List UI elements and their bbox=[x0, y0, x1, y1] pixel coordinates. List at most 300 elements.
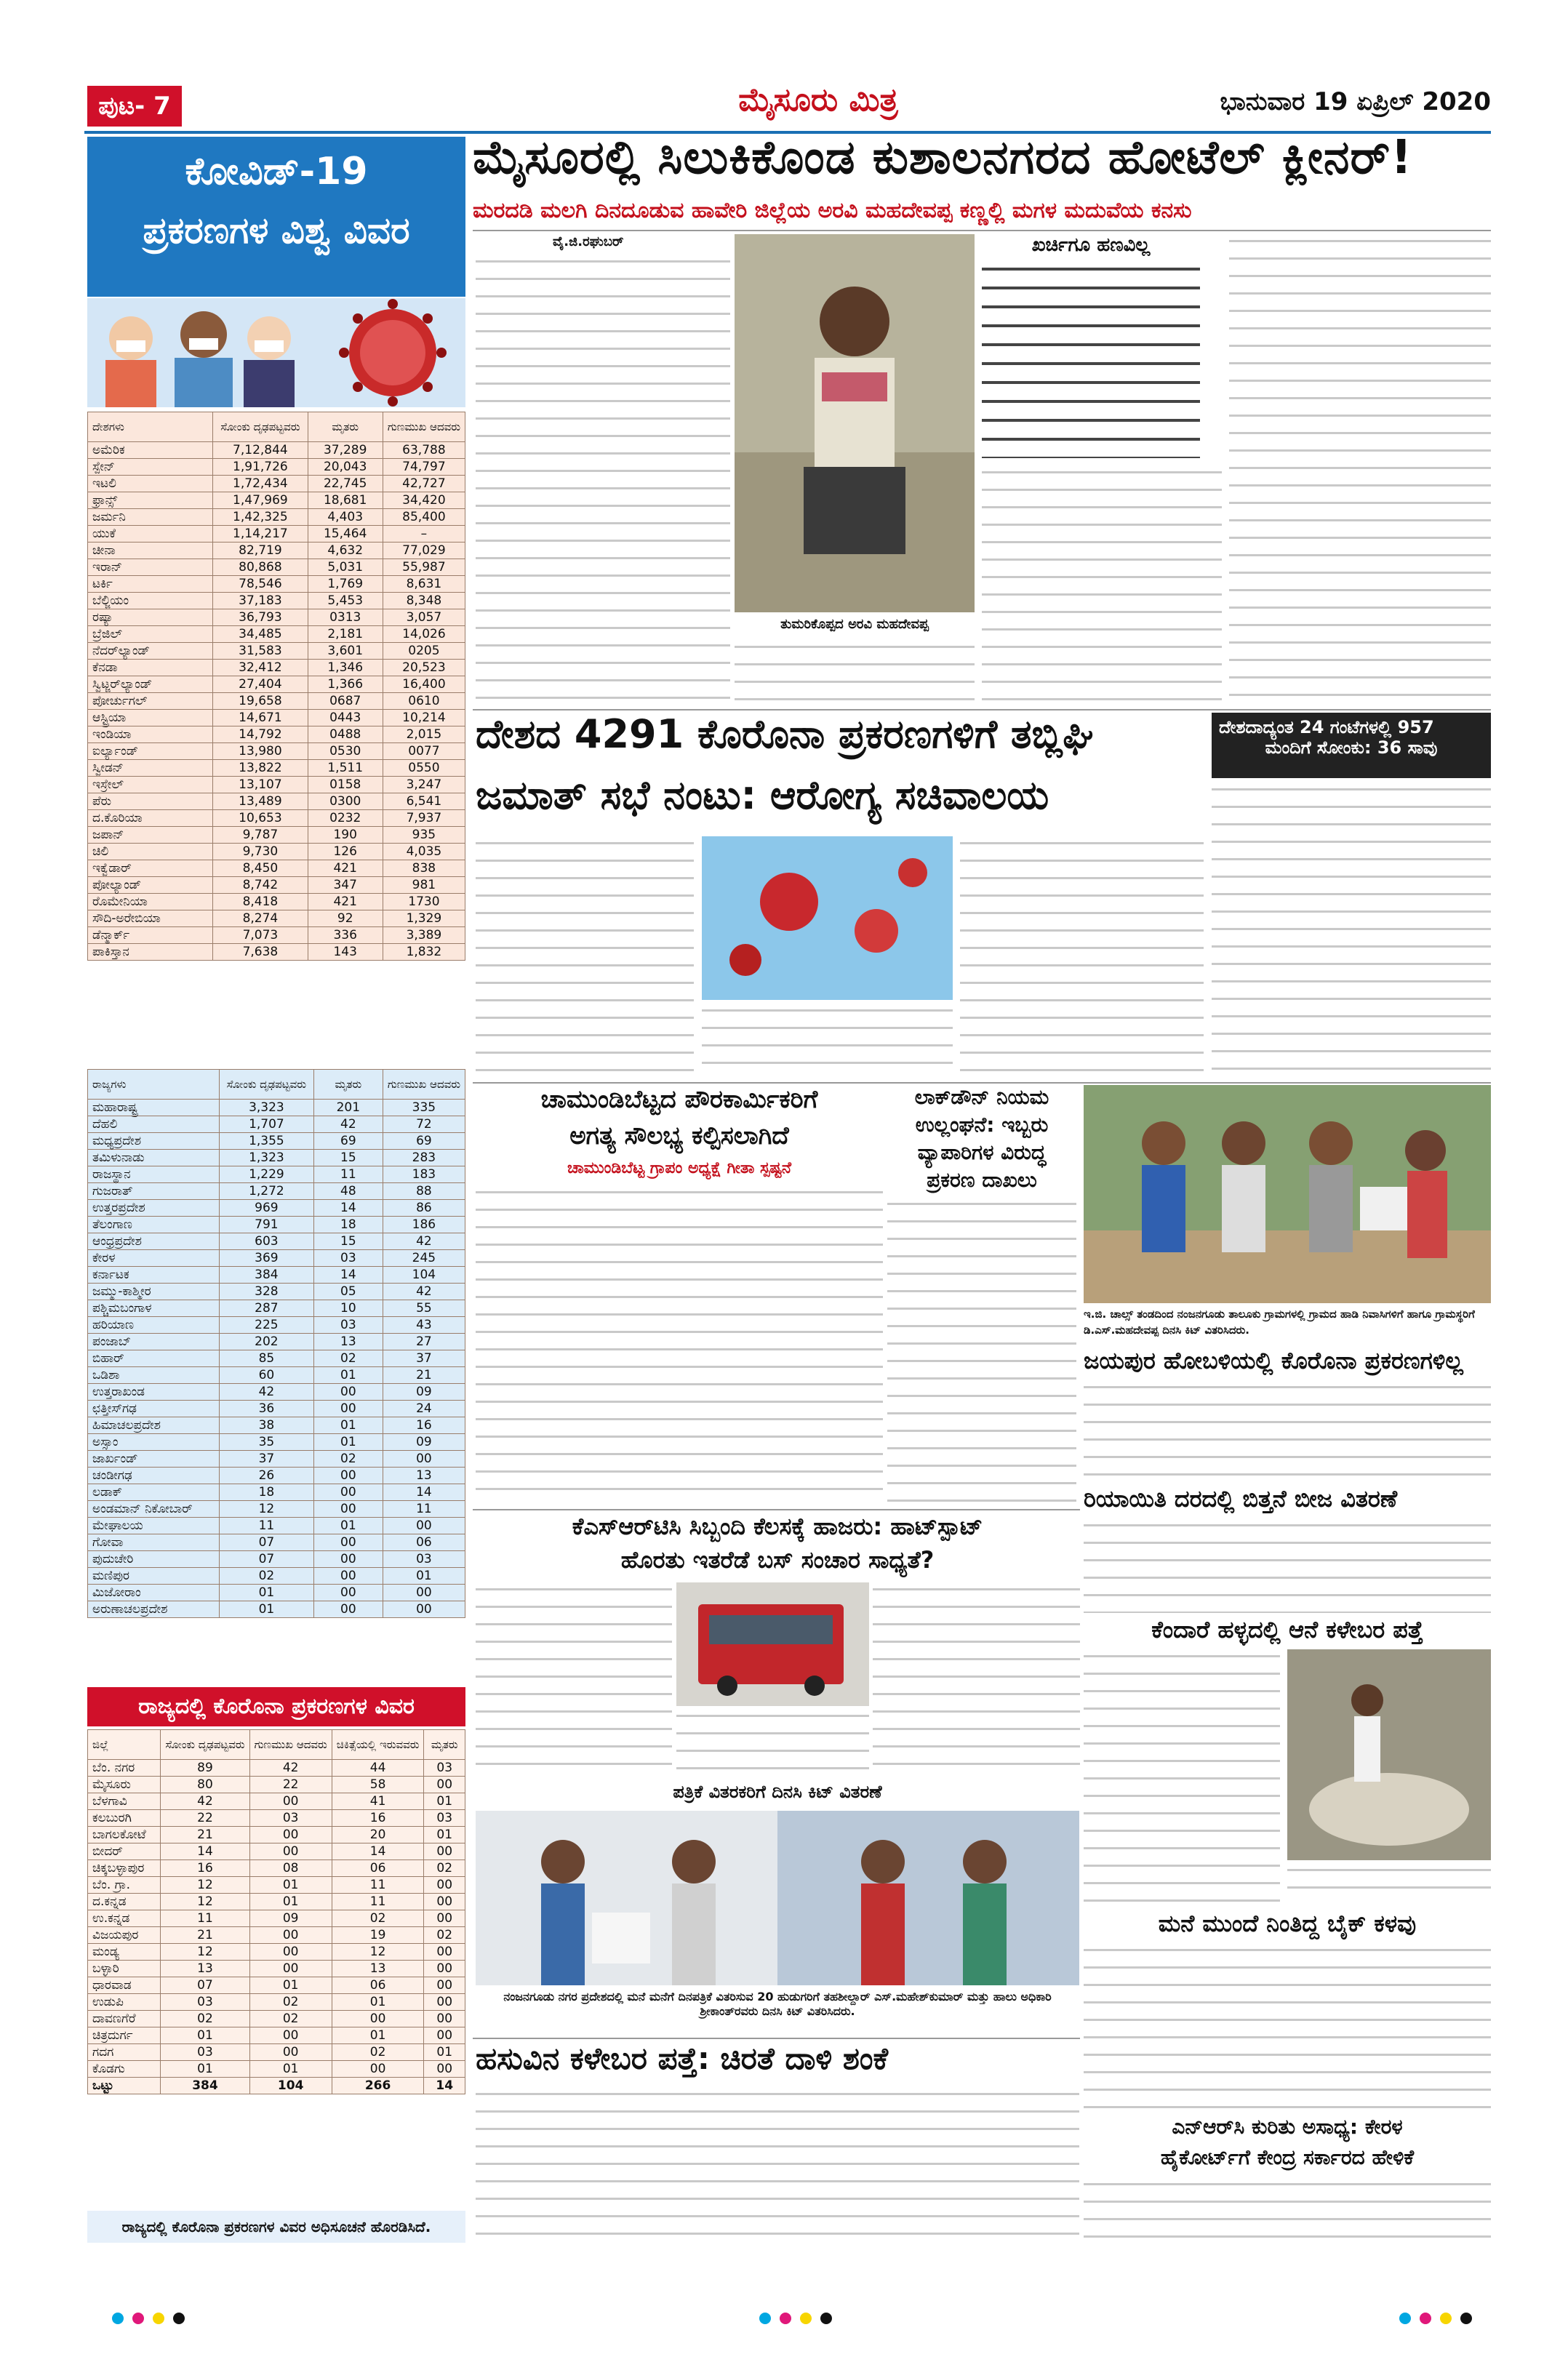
table-cell: ಮೈಸೂರು bbox=[88, 1777, 161, 1793]
quote-box-title: ಖರ್ಚಿಗೂ ಹಣವಿಲ್ಲ bbox=[1031, 234, 1151, 256]
table-cell: 01 bbox=[424, 1827, 465, 1843]
world-table-row bbox=[88, 894, 465, 910]
table-cell: 01 bbox=[161, 2027, 249, 2044]
story11-body bbox=[476, 2087, 1079, 2240]
story2-body-col3 bbox=[960, 836, 1204, 1076]
state-table-row bbox=[88, 1183, 465, 1200]
district-table-row bbox=[88, 1877, 465, 1894]
table-cell: ಇಟಲಿ bbox=[88, 476, 213, 492]
table-cell: ಚಿಲಿ bbox=[88, 844, 213, 860]
table-cell: ಕೇರಳ bbox=[88, 1250, 220, 1267]
state-table-row bbox=[88, 1484, 465, 1501]
table-cell: ಚಿಕ್ಕಬಳ್ಳಾಪುರ bbox=[88, 1860, 161, 1877]
state-table-row bbox=[88, 1534, 465, 1551]
table-cell: 1,329 bbox=[383, 910, 465, 927]
table-cell: ಪೋಲ್ಯಾಂಡ್ bbox=[88, 877, 213, 894]
table-cell: 03 bbox=[161, 2044, 249, 2061]
table-cell: ಇಕ್ವೆಡಾರ್ bbox=[88, 860, 213, 877]
story5-headline: ಜಯಪುರ ಹೋಬಳಿಯಲ್ಲಿ ಕೊರೊನಾ ಪ್ರಕರಣಗಳಿಲ್ಲ bbox=[1084, 1347, 1463, 1374]
table-cell: 190 bbox=[308, 827, 383, 844]
table-cell: 37,183 bbox=[213, 593, 308, 609]
table-cell: 4,035 bbox=[383, 844, 465, 860]
table-cell: 08 bbox=[249, 1860, 332, 1877]
state-table-row bbox=[88, 1367, 465, 1384]
table-cell: 09 bbox=[249, 1910, 332, 1927]
table-cell: 00 bbox=[313, 1468, 383, 1484]
world-stats-table bbox=[87, 412, 465, 961]
table-cell: 35 bbox=[219, 1434, 313, 1451]
state-table-row bbox=[88, 1217, 465, 1233]
table-cell: ಕೆನಡಾ bbox=[88, 660, 213, 676]
table-cell: 01 bbox=[332, 2027, 424, 2044]
table-cell: ಅಂಡಮಾನ್ ನಿಕೋಬಾರ್ bbox=[88, 1501, 220, 1518]
table-cell: 00 bbox=[313, 1534, 383, 1551]
table-cell: 86 bbox=[383, 1200, 465, 1217]
table-cell: ಗೋವಾ bbox=[88, 1534, 220, 1551]
story7-body-col2 bbox=[676, 1709, 869, 1774]
state-table-row bbox=[88, 1334, 465, 1350]
table-cell: ಸೌದಿ-ಅರೇಬಿಯಾ bbox=[88, 910, 213, 927]
world-table-row bbox=[88, 476, 465, 492]
world-table-row bbox=[88, 743, 465, 760]
table-cell: 0488 bbox=[308, 726, 383, 743]
table-cell: ಬೀದರ್ bbox=[88, 1843, 161, 1860]
table-cell: 34,420 bbox=[383, 492, 465, 509]
state-table-row bbox=[88, 1468, 465, 1484]
table-cell: 01 bbox=[313, 1367, 383, 1384]
district-table-row bbox=[88, 2044, 465, 2061]
table-cell: 02 bbox=[313, 1451, 383, 1468]
divider bbox=[473, 1509, 1080, 1510]
table-cell: 14 bbox=[332, 1843, 424, 1860]
virus-illustration bbox=[702, 836, 953, 1000]
world-table-row bbox=[88, 609, 465, 626]
table-cell: ಚಂಡೀಗಢ bbox=[88, 1468, 220, 1484]
table-cell: 26 bbox=[219, 1468, 313, 1484]
table-cell: 00 bbox=[313, 1551, 383, 1568]
table-cell: 02 bbox=[161, 2011, 249, 2027]
table-cell: ಮಧ್ಯಪ್ರದೇಶ bbox=[88, 1133, 220, 1150]
table-cell: ತೆಲಂಗಾಣ bbox=[88, 1217, 220, 1233]
table-cell: 20,523 bbox=[383, 660, 465, 676]
table-cell: 1,47,969 bbox=[213, 492, 308, 509]
table-cell: ಕರ್ನಾಟಕ bbox=[88, 1267, 220, 1284]
district-table-row bbox=[88, 1827, 465, 1843]
table-cell: ಆಸ್ಟ್ರಿಯಾ bbox=[88, 710, 213, 726]
table-cell: 00 bbox=[424, 1961, 465, 1977]
table-cell: 00 bbox=[313, 1601, 383, 1618]
table-cell: 981 bbox=[383, 877, 465, 894]
story6-headline: ರಿಯಾಯಿತಿ ದರದಲ್ಲಿ ಬಿತ್ತನೆ ಬೀಜ ವಿತರಣೆ bbox=[1084, 1485, 1398, 1513]
world-table-row bbox=[88, 693, 465, 710]
table-cell: 4,632 bbox=[308, 543, 383, 559]
world-table-row bbox=[88, 726, 465, 743]
table-cell: 00 bbox=[424, 2027, 465, 2044]
table-cell: ಅರುಣಾಚಲಪ್ರದೇಶ bbox=[88, 1601, 220, 1618]
story2-body-col2 bbox=[702, 1004, 953, 1076]
table-cell: 92 bbox=[308, 910, 383, 927]
table-cell: 80,868 bbox=[213, 559, 308, 576]
table-cell: 37 bbox=[383, 1350, 465, 1367]
table-cell: 48 bbox=[313, 1183, 383, 1200]
table-cell: 34,485 bbox=[213, 626, 308, 643]
table-cell: 2,181 bbox=[308, 626, 383, 643]
table-cell: 603 bbox=[219, 1233, 313, 1250]
world-table-row bbox=[88, 660, 465, 676]
table-cell: 07 bbox=[161, 1977, 249, 1994]
table-cell: 32,412 bbox=[213, 660, 308, 676]
table-cell: 8,631 bbox=[383, 576, 465, 593]
table-cell: 00 bbox=[424, 1944, 465, 1961]
table-cell: 01 bbox=[383, 1568, 465, 1585]
registration-marks-right bbox=[1396, 2310, 1484, 2327]
table-cell: 00 bbox=[313, 1501, 383, 1518]
table-cell: 16,400 bbox=[383, 676, 465, 693]
table-cell: 27,404 bbox=[213, 676, 308, 693]
table-cell: 02 bbox=[332, 1910, 424, 1927]
table-cell: ಬ್ರೆಜಿಲ್ bbox=[88, 626, 213, 643]
world-table-row bbox=[88, 626, 465, 643]
world-table-row bbox=[88, 593, 465, 609]
table-cell: 42 bbox=[313, 1116, 383, 1133]
table-cell: 1,355 bbox=[219, 1133, 313, 1150]
table-cell: 03 bbox=[161, 1994, 249, 2011]
table-cell: 02 bbox=[313, 1350, 383, 1367]
masthead-title: ಮೈಸೂರು ಮಿತ್ರ bbox=[738, 81, 898, 119]
story3-headline-line2: ಅಗತ್ಯ ಸೌಲಭ್ಯ ಕಲ್ಪಿಸಲಾಗಿದೆ bbox=[569, 1121, 789, 1150]
table-cell: 58 bbox=[332, 1777, 424, 1793]
table-cell: 02 bbox=[332, 2044, 424, 2061]
table-cell: 00 bbox=[249, 1843, 332, 1860]
table-cell: 1,14,217 bbox=[213, 526, 308, 543]
table-cell: 85,400 bbox=[383, 509, 465, 526]
table-cell: 19 bbox=[332, 1927, 424, 1944]
table-cell: 03 bbox=[313, 1317, 383, 1334]
table-cell: 421 bbox=[308, 860, 383, 877]
story4-headline-line4: ಪ್ರಕರಣ ದಾಖಲು bbox=[927, 1168, 1037, 1192]
district-table-row bbox=[88, 1927, 465, 1944]
table-cell: 21 bbox=[161, 1927, 249, 1944]
table-cell: 8,418 bbox=[213, 894, 308, 910]
table-cell: 11 bbox=[383, 1501, 465, 1518]
table-cell: 0550 bbox=[383, 760, 465, 777]
world-table-row bbox=[88, 860, 465, 877]
table-cell: 183 bbox=[383, 1166, 465, 1183]
district-table-row bbox=[88, 1760, 465, 1777]
total-cell: 266 bbox=[332, 2078, 424, 2094]
table-cell: 421 bbox=[308, 894, 383, 910]
table-cell: 3,389 bbox=[383, 927, 465, 944]
table-cell: 02 bbox=[249, 2011, 332, 2027]
table-cell: 42,727 bbox=[383, 476, 465, 492]
table-cell: 1,366 bbox=[308, 676, 383, 693]
table-cell: ಜರ್ಮನಿ bbox=[88, 509, 213, 526]
table-cell: 03 bbox=[424, 1760, 465, 1777]
state-table-row bbox=[88, 1133, 465, 1150]
col-deaths: ಮೃತರು bbox=[308, 412, 383, 442]
table-cell: 5,031 bbox=[308, 559, 383, 576]
story3-body bbox=[476, 1185, 883, 1505]
table-cell: 15,464 bbox=[308, 526, 383, 543]
issue-date: ಭಾನುವಾರ 19 ಏಪ್ರಿಲ್ 2020 bbox=[1220, 87, 1491, 116]
state-table-row bbox=[88, 1150, 465, 1166]
table-cell: 69 bbox=[313, 1133, 383, 1150]
table-cell: ಮಹಾರಾಷ್ಟ್ರ bbox=[88, 1100, 220, 1116]
table-cell: 13 bbox=[161, 1961, 249, 1977]
lead-body-col2 bbox=[735, 640, 975, 705]
story7-headline-line2: ಹೊರತು ಇತರೆಡೆ ಬಸ್ ಸಂಚಾರ ಸಾಧ್ಯತೆ? bbox=[620, 1546, 935, 1574]
story8-body bbox=[1084, 1649, 1280, 1904]
table-cell: 01 bbox=[219, 1601, 313, 1618]
state-stats-table bbox=[87, 1069, 465, 1618]
world-table-row bbox=[88, 944, 465, 961]
table-cell: ಕಲಬುರಗಿ bbox=[88, 1810, 161, 1827]
col-deaths: ಮೃತರು bbox=[424, 1730, 465, 1760]
table-cell: ನೆದರ್‌ಲ್ಯಾಂಡ್ bbox=[88, 643, 213, 660]
story3-subhead: ಚಾಮುಂಡಿಬೆಟ್ಟ ಗ್ರಾಪಂ ಅಧ್ಯಕ್ಷೆ ಗೀತಾ ಸ್ಪಷ್ಟನೆ bbox=[567, 1159, 792, 1177]
district-table-row bbox=[88, 1910, 465, 1927]
story8-body-col2 bbox=[1287, 1863, 1491, 1904]
story2-headline-line2: ಜಮಾತ್ ಸಭೆ ನಂಟು: ಆರೋಗ್ಯ ಸಚಿವಾಲಯ bbox=[476, 772, 1049, 818]
table-cell: 01 bbox=[249, 1894, 332, 1910]
table-cell: 78,546 bbox=[213, 576, 308, 593]
table-cell: 5,453 bbox=[308, 593, 383, 609]
table-cell: ಬಾಗಲಕೋಟೆ bbox=[88, 1827, 161, 1843]
table-cell: 69 bbox=[383, 1133, 465, 1150]
table-cell: 01 bbox=[161, 2061, 249, 2078]
world-table-row bbox=[88, 927, 465, 944]
story9-title: ಪತ್ರಿಕೆ ವಿತರಕರಿಗೆ ದಿನಸಿ ಕಿಟ್ ವಿತರಣೆ bbox=[673, 1782, 882, 1802]
table-cell: 14,792 bbox=[213, 726, 308, 743]
table-cell: 12 bbox=[332, 1944, 424, 1961]
table-cell: 21 bbox=[383, 1367, 465, 1384]
table-cell: 03 bbox=[313, 1250, 383, 1267]
table-cell: 935 bbox=[383, 827, 465, 844]
table-cell: 1,346 bbox=[308, 660, 383, 676]
table-cell: 42 bbox=[219, 1384, 313, 1401]
table-cell: 12 bbox=[161, 1944, 249, 1961]
photo-story-caption: ಇ.ಜಿ. ಚಾಲ್ಸ್ ತಂಡದಿಂದ ನಂಜನಗೂಡು ತಾಲೂಕು ಗ್ರಾಮಗಳಲ್ಲಿ ಗ್ರಾಮದ ಹಾಡಿ ನಿವಾಸಿಗಳಿಗೆ ಹಾಗೂ ಗ್ರಾಮಸ್ಥರಿಗೆ ಡಿ.ಎಸ್.ಮಹದೇವಪ್ಪ ದಿನಸಿ ಕಿಟ್ ವಿತರಿಸಿದರು. bbox=[1084, 1308, 1475, 1337]
table-cell: 16 bbox=[383, 1417, 465, 1434]
district-table-row bbox=[88, 1894, 465, 1910]
table-cell: ಗದಗ bbox=[88, 2044, 161, 2061]
table-cell: ಯುಕೆ bbox=[88, 526, 213, 543]
story12-headline-line2: ಹೈಕೋರ್ಟ್‌ಗೆ ಕೇಂದ್ರ ಸರ್ಕಾರದ ಹೇಳಿಕೆ bbox=[1160, 2145, 1415, 2169]
table-cell: 55,987 bbox=[383, 559, 465, 576]
table-cell: 14,026 bbox=[383, 626, 465, 643]
world-table-row bbox=[88, 760, 465, 777]
table-cell: 1,511 bbox=[308, 760, 383, 777]
story4-headline-line1: ಲಾಕ್‌ಡೌನ್ ನಿಯಮ bbox=[914, 1085, 1049, 1109]
table-cell: 00 bbox=[424, 1977, 465, 1994]
world-table-row bbox=[88, 710, 465, 726]
table-cell: 10,653 bbox=[213, 810, 308, 827]
table-cell: 16 bbox=[161, 1860, 249, 1877]
district-stats-table bbox=[87, 1729, 465, 2094]
table-cell: 00 bbox=[383, 1518, 465, 1534]
table-cell: ಬೆಂ. ನಗರ bbox=[88, 1760, 161, 1777]
masked-people-virus-illustration bbox=[87, 298, 465, 407]
table-cell: 63,788 bbox=[383, 442, 465, 459]
table-cell: 03 bbox=[424, 1810, 465, 1827]
table-cell: ಉಡುಪಿ bbox=[88, 1994, 161, 2011]
table-cell: 0443 bbox=[308, 710, 383, 726]
table-cell: ಬೆಲ್ಜಿಯಂ bbox=[88, 593, 213, 609]
table-cell: 13 bbox=[383, 1468, 465, 1484]
table-cell: 82,719 bbox=[213, 543, 308, 559]
state-table-row bbox=[88, 1568, 465, 1585]
district-table-row bbox=[88, 2061, 465, 2078]
story11-headline: ಹಸುವಿನ ಕಳೇಬರ ಪತ್ತೆ: ಚಿರತೆ ದಾಳಿ ಶಂಕೆ bbox=[476, 2041, 889, 2076]
table-cell: 12 bbox=[219, 1501, 313, 1518]
table-cell: 369 bbox=[219, 1250, 313, 1267]
seated-man-photo bbox=[735, 234, 975, 612]
table-cell: 00 bbox=[249, 2027, 332, 2044]
quote-box-body bbox=[982, 262, 1200, 458]
story7-body-col3 bbox=[873, 1582, 1080, 1774]
table-cell: 8,742 bbox=[213, 877, 308, 894]
story9-caption: ನಂಜನಗೂಡು ನಗರ ಪ್ರದೇಶದಲ್ಲಿ ಮನೆ ಮನೆಗೆ ದಿನಪತ್ರಿಕೆ ವಿತರಿಸುವ 20 ಹುಡುಗರಿಗೆ ತಹಶೀಲ್ದಾರ್ ಎಸ್.ಮಹೇಶ್‌ಕುಮಾರ್ ಮತ್ತು ಹಾಲು ಅಧಿಕಾರಿ ಶ್ರೀಕಾಂತ್‌ರವರು ದಿನಸಿ ಕಿಟ್ ವಿತರಿಸಿದರು. bbox=[503, 1990, 1052, 2018]
table-cell: ಅಸ್ಸಾಂ bbox=[88, 1434, 220, 1451]
table-cell: 201 bbox=[313, 1100, 383, 1116]
table-cell: 55 bbox=[383, 1300, 465, 1317]
table-cell: 969 bbox=[219, 1200, 313, 1217]
table-cell: 00 bbox=[249, 1961, 332, 1977]
table-cell: ಇಸ್ರೇಲ್ bbox=[88, 777, 213, 793]
table-cell: ಡೆನ್ಮಾರ್ಕ್ bbox=[88, 927, 213, 944]
total-cell: 14 bbox=[424, 2078, 465, 2094]
story10-headline: ಮನೆ ಮುಂದೆ ನಿಂತಿದ್ದ ಬೈಕ್ ಕಳವು bbox=[1158, 1910, 1417, 1937]
district-table-row bbox=[88, 1793, 465, 1810]
district-table-row bbox=[88, 1944, 465, 1961]
state-table-row bbox=[88, 1585, 465, 1601]
table-cell: 44 bbox=[332, 1760, 424, 1777]
table-cell: 18,681 bbox=[308, 492, 383, 509]
table-cell: ಉತ್ತರಪ್ರದೇಶ bbox=[88, 1200, 220, 1217]
table-cell: 60 bbox=[219, 1367, 313, 1384]
state-table-row bbox=[88, 1518, 465, 1534]
table-cell: 03 bbox=[249, 1810, 332, 1827]
table-cell: ಬೆಂ. ಗ್ರಾ. bbox=[88, 1877, 161, 1894]
table-cell: ಬೆಳಗಾವಿ bbox=[88, 1793, 161, 1810]
table-cell: 14 bbox=[161, 1843, 249, 1860]
table-cell: 03 bbox=[383, 1551, 465, 1568]
lead-body-col1 bbox=[476, 255, 730, 705]
table-cell: 00 bbox=[249, 1927, 332, 1944]
table-cell: 20 bbox=[332, 1827, 424, 1843]
table-cell: ಅಮೆರಿಕ bbox=[88, 442, 213, 459]
table-cell: ವಿಜಯಪುರ bbox=[88, 1927, 161, 1944]
table-cell: 36,793 bbox=[213, 609, 308, 626]
kit-distribution-photo bbox=[1084, 1085, 1491, 1303]
table-cell: ಹರಿಯಾಣ bbox=[88, 1317, 220, 1334]
elephant-carcass-image bbox=[1287, 1649, 1491, 1860]
table-cell: 09 bbox=[383, 1434, 465, 1451]
table-cell: 01 bbox=[332, 1994, 424, 2011]
table-cell: ರಾಜಸ್ಥಾನ bbox=[88, 1166, 220, 1183]
table-cell: ಪೋರ್ಚುಗಲ್ bbox=[88, 693, 213, 710]
state-table-row bbox=[88, 1100, 465, 1116]
table-cell: 00 bbox=[424, 2011, 465, 2027]
col-deaths: ಮೃತರು bbox=[313, 1070, 383, 1100]
story2-side-box bbox=[1212, 713, 1491, 778]
table-cell: 00 bbox=[249, 1793, 332, 1810]
table-cell: 00 bbox=[424, 1994, 465, 2011]
table-cell: 00 bbox=[249, 2044, 332, 2061]
registration-marks-left bbox=[109, 2310, 196, 2327]
table-cell: 7,073 bbox=[213, 927, 308, 944]
table-cell: 02 bbox=[424, 1860, 465, 1877]
table-cell: – bbox=[383, 526, 465, 543]
table-cell: 11 bbox=[161, 1910, 249, 1927]
story2-headline-line1: ದೇಶದ 4291 ಕೊರೊನಾ ಪ್ರಕರಣಗಳಿಗೆ ತಬ್ಲಿಘಿ bbox=[476, 711, 1094, 757]
col-country: ದೇಶಗಳು bbox=[88, 412, 213, 442]
elephant-carcass-photo bbox=[1287, 1649, 1491, 1860]
table-cell: 202 bbox=[219, 1334, 313, 1350]
table-cell: 00 bbox=[313, 1401, 383, 1417]
table-cell: 15 bbox=[313, 1150, 383, 1166]
table-cell: 37,289 bbox=[308, 442, 383, 459]
table-cell: 00 bbox=[383, 1585, 465, 1601]
table-cell: 186 bbox=[383, 1217, 465, 1233]
col-recovered: ಗುಣಮುಖ ಆದವರು bbox=[383, 1070, 465, 1100]
col-cases: ಸೋಂಕು ದೃಢಪಟ್ಟವರು bbox=[213, 412, 308, 442]
table-cell: ಐರ್ಲ್ಯಾಂಡ್ bbox=[88, 743, 213, 760]
table-cell: 384 bbox=[219, 1267, 313, 1284]
table-cell: ಬಿಹಾರ್ bbox=[88, 1350, 220, 1367]
total-cell: 384 bbox=[161, 2078, 249, 2094]
world-table-row bbox=[88, 676, 465, 693]
divider bbox=[473, 2038, 1080, 2039]
table-cell: ಮಿಜೋರಾಂ bbox=[88, 1585, 220, 1601]
table-cell: ಜಾರ್ಖಂಡ್ bbox=[88, 1451, 220, 1468]
divider bbox=[473, 1082, 1491, 1084]
lead-byline: ವೈ.ಜಿ.ರಘುಬರ್ bbox=[553, 234, 624, 249]
table-cell: 05 bbox=[313, 1284, 383, 1300]
table-cell: 0158 bbox=[308, 777, 383, 793]
table-cell: 8,274 bbox=[213, 910, 308, 927]
virus-photo bbox=[702, 836, 953, 1000]
lead-headline: ಮೈಸೂರಲ್ಲಿ ಸಿಲುಕಿಕೊಂಡ ಕುಶಾಲನಗರದ ಹೋಟೆಲ್ ಕ್ಲೀನರ್! bbox=[473, 131, 1413, 185]
state-table-row bbox=[88, 1384, 465, 1401]
story5-body bbox=[1084, 1380, 1491, 1482]
table-cell: ಚೀನಾ bbox=[88, 543, 213, 559]
table-cell: 13,980 bbox=[213, 743, 308, 760]
table-cell: 15 bbox=[313, 1233, 383, 1250]
table-cell: ದ.ಕನ್ನಡ bbox=[88, 1894, 161, 1910]
table-cell: 1,707 bbox=[219, 1116, 313, 1133]
col-recovered: ಗುಣಮುಖ ಆದವರು bbox=[249, 1730, 332, 1760]
story2-side-body bbox=[1212, 782, 1491, 1076]
table-cell: 10,214 bbox=[383, 710, 465, 726]
district-footer-note: ರಾಜ್ಯದಲ್ಲಿ ಕೊರೊನಾ ಪ್ರಕರಣಗಳ ವಿವರ ಅಧಿಸೂಚನೆ ಹೊರಡಿಸಿದೆ. bbox=[87, 2211, 465, 2243]
covid-illustration bbox=[87, 298, 465, 407]
table-cell: ಮೇಘಾಲಯ bbox=[88, 1518, 220, 1534]
total-cell: ಒಟ್ಟು bbox=[88, 2078, 161, 2094]
table-cell: 3,247 bbox=[383, 777, 465, 793]
state-table-row bbox=[88, 1166, 465, 1183]
table-cell: 1,769 bbox=[308, 576, 383, 593]
world-table-row bbox=[88, 442, 465, 459]
table-cell: ಪೆರು bbox=[88, 793, 213, 810]
table-cell: ಟರ್ಕಿ bbox=[88, 576, 213, 593]
table-cell: 14 bbox=[383, 1484, 465, 1501]
table-cell: ಆಂಧ್ರಪ್ರದೇಶ bbox=[88, 1233, 220, 1250]
table-cell: 00 bbox=[249, 1827, 332, 1843]
table-cell: 41 bbox=[332, 1793, 424, 1810]
table-cell: 22 bbox=[249, 1777, 332, 1793]
lead-body-col3 bbox=[982, 465, 1222, 705]
